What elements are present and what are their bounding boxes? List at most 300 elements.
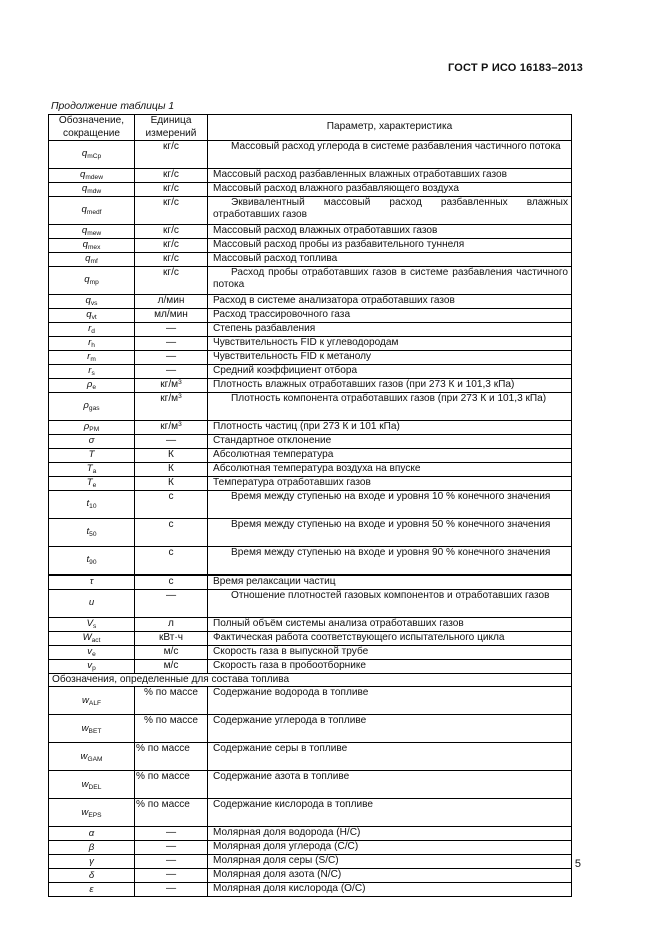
symbol-cell: [49, 477, 135, 491]
description-cell: [208, 323, 572, 337]
symbol-cell: [49, 183, 135, 197]
symbol-cell: [49, 253, 135, 267]
unit-text: с: [168, 519, 174, 530]
description-text: Расход в системе анализатора отработавших газов: [213, 295, 455, 306]
description-cell: [208, 491, 572, 519]
symbol-base: w: [80, 750, 88, 762]
unit-cell: [135, 295, 208, 309]
description-text: Чувствительность FID к углеводородам: [213, 337, 399, 348]
unit-cell: [135, 646, 208, 660]
description-cell: [208, 632, 572, 646]
symbol-subscript: mex: [87, 244, 101, 252]
symbol-subscript: GAM: [87, 755, 103, 763]
description-cell: [208, 267, 572, 295]
table-row: [49, 435, 572, 449]
unit-cell: [135, 323, 208, 337]
unit-text: —: [165, 883, 177, 895]
symbol-subscript: d: [91, 328, 95, 336]
unit-text: —: [165, 435, 177, 446]
symbol-cell: [49, 225, 135, 239]
symbol-base: r: [87, 351, 91, 363]
symbol-subscript: DEL: [88, 783, 102, 791]
symbol-base: α: [88, 827, 95, 839]
description-text: Средний коэффициент отбора: [213, 365, 358, 376]
description-text: Скорость газа в пробоотборнике: [213, 660, 367, 671]
symbol-subscript: h: [91, 342, 95, 350]
unit-cell: [135, 771, 208, 799]
description-cell: [208, 393, 572, 421]
unit-text: л: [168, 618, 174, 629]
unit-text: —: [165, 323, 177, 334]
description-cell: [208, 169, 572, 183]
symbols-table: [48, 114, 572, 897]
symbol-cell: [49, 687, 135, 715]
description-cell: [208, 547, 572, 576]
symbol-base: w: [81, 722, 89, 734]
unit-cell: [135, 309, 208, 323]
description-cell: [208, 590, 572, 618]
symbol-base: r: [88, 323, 92, 335]
unit-cell: [135, 660, 208, 674]
unit-text: К: [168, 477, 174, 488]
unit-superscript: 3: [178, 393, 182, 400]
description-cell: [208, 743, 572, 771]
unit-cell: [135, 253, 208, 267]
symbol-cell: [49, 309, 135, 323]
unit-text: м/с: [163, 646, 179, 657]
unit-cell: [135, 421, 208, 435]
unit-cell: [135, 337, 208, 351]
description-cell: [208, 827, 572, 841]
unit-cell: [135, 547, 208, 576]
symbol-cell: [49, 365, 135, 379]
symbol-cell: [49, 590, 135, 618]
symbol-cell: [49, 519, 135, 547]
symbol-subscript: BET: [88, 727, 102, 735]
symbol-base: q: [85, 253, 91, 265]
table-row: [49, 197, 572, 225]
description-text: Содержание азота в топливе: [213, 771, 350, 783]
table-row: [49, 632, 572, 646]
symbol-base: q: [81, 183, 88, 195]
unit-cell: [135, 351, 208, 365]
symbol-base: T: [88, 449, 95, 461]
symbol-base: ρ: [83, 421, 90, 433]
description-cell: [208, 463, 572, 477]
description-text: Массовый расход углерода в системе разбавления частичного потока: [231, 141, 561, 152]
unit-text: кг/с: [163, 267, 179, 278]
symbol-cell: [49, 421, 135, 435]
page-number: 5: [574, 858, 581, 870]
unit-text: кг/с: [163, 197, 179, 208]
symbol-cell: [49, 715, 135, 743]
symbol-base: r: [88, 365, 92, 377]
unit-text: кг/с: [163, 225, 179, 236]
symbol-base: ρ: [83, 400, 89, 412]
symbol-cell: [49, 323, 135, 337]
unit-text: с: [168, 491, 174, 502]
symbol-base: τ: [89, 576, 94, 588]
document-standard-header: ГОСТ Р ИСО 16183–2013: [447, 62, 583, 74]
symbol-subscript: 90: [89, 559, 97, 567]
description-text: Время между ступенью на входе и уровня 90 % конечного значения: [231, 547, 551, 558]
symbol-subscript: act: [91, 637, 101, 645]
symbol-cell: [49, 869, 135, 883]
table-row: [49, 799, 572, 827]
unit-text: кг/с: [163, 183, 179, 194]
unit-superscript: 3: [178, 379, 182, 386]
table-row: [49, 687, 572, 715]
unit-text: % по массе: [144, 687, 198, 699]
symbol-cell: [49, 435, 135, 449]
table-row: [49, 715, 572, 743]
description-text: Содержание водорода в топливе: [213, 687, 369, 699]
symbol-subscript: 50: [89, 531, 97, 539]
symbol-cell: [49, 267, 135, 295]
symbol-subscript: mdw: [87, 188, 102, 196]
table-row: [49, 463, 572, 477]
table-row: [49, 253, 572, 267]
symbol-cell: [49, 351, 135, 365]
description-text: Плотность влажных отработавших газов (при 273 К и 101,3 кПа): [213, 379, 515, 390]
symbol-subscript: gas: [88, 405, 100, 413]
unit-cell: [135, 141, 208, 169]
description-text: Содержание углерода в топливе: [213, 715, 367, 727]
symbol-base: w: [81, 778, 89, 790]
description-text: Абсолютная температура воздуха на впуске: [213, 463, 421, 474]
symbol-cell: [49, 169, 135, 183]
unit-cell: [135, 715, 208, 743]
symbol-subscript: 10: [89, 503, 97, 511]
unit-text: —: [165, 827, 177, 839]
description-cell: [208, 660, 572, 674]
description-text: Молярная доля углерода (C/C): [213, 841, 359, 853]
symbol-subscript: s: [91, 370, 95, 378]
description-cell: [208, 351, 572, 365]
symbol-cell: [49, 393, 135, 421]
description-text: Массовый расход пробы из разбавительного туннеля: [213, 239, 465, 250]
unit-text: % по массе: [136, 799, 190, 811]
symbol-cell: [49, 449, 135, 463]
description-text: Расход трассировочного газа: [213, 309, 351, 320]
description-cell: [208, 883, 572, 897]
symbol-cell: [49, 743, 135, 771]
description-cell: [208, 197, 572, 225]
symbol-subscript: ALF: [88, 699, 102, 707]
unit-cell: [135, 449, 208, 463]
unit-cell: [135, 491, 208, 519]
symbol-base: T: [86, 463, 93, 475]
table-row: [49, 771, 572, 799]
description-cell: [208, 421, 572, 435]
symbol-base: δ: [88, 869, 95, 881]
unit-text: кг/м: [160, 421, 179, 432]
unit-cell: [135, 632, 208, 646]
header-symbol: Обозначение, сокращение: [49, 115, 135, 141]
description-text: Молярная доля кислорода (O/C): [213, 883, 366, 895]
symbol-cell: [49, 646, 135, 660]
table-row: [49, 575, 572, 590]
description-cell: [208, 253, 572, 267]
symbol-subscript: p: [92, 665, 96, 673]
symbol-cell: [49, 660, 135, 674]
symbol-base: v: [87, 646, 93, 658]
symbol-base: β: [88, 841, 95, 853]
description-cell: [208, 519, 572, 547]
description-text: Плотность компонента отработавших газов (при 273 К и 101,3 кПа): [231, 393, 547, 404]
table-row: [49, 855, 572, 869]
symbol-subscript: e: [92, 384, 97, 392]
table-row: [49, 267, 572, 295]
symbol-cell: [49, 141, 135, 169]
symbol-base: u: [88, 597, 95, 609]
description-text: Расход пробы отработавших газов в системе разбавления частичного потока: [213, 267, 568, 291]
symbol-subscript: e: [92, 482, 97, 490]
section-row: [49, 674, 572, 687]
description-text: Эквивалентный массовый расход разбавленных влажных отработавших газов: [213, 197, 568, 221]
unit-cell: [135, 883, 208, 897]
symbol-cell: [49, 632, 135, 646]
symbol-subscript: mp: [89, 279, 99, 287]
table-row: [49, 646, 572, 660]
symbol-subscript: EPS: [88, 811, 102, 819]
symbol-base: q: [81, 225, 88, 237]
header-unit: Единица измерений: [135, 115, 208, 141]
symbol-base: q: [80, 169, 86, 181]
symbol-base: q: [81, 148, 88, 160]
unit-cell: [135, 827, 208, 841]
table-row: [49, 141, 572, 169]
symbol-base: q: [86, 309, 92, 321]
description-text: Молярная доля серы (S/C): [213, 855, 339, 867]
symbol-cell: [49, 771, 135, 799]
description-cell: [208, 771, 572, 799]
symbol-base: T: [86, 477, 93, 489]
table-row: [49, 225, 572, 239]
unit-cell: [135, 379, 208, 393]
unit-text: кг/с: [163, 141, 179, 152]
symbol-base: q: [85, 295, 91, 307]
unit-text: % по массе: [136, 743, 190, 755]
symbol-subscript: mew: [87, 230, 102, 238]
unit-text: —: [165, 855, 177, 867]
unit-text: кг/м: [160, 393, 179, 404]
unit-cell: [135, 519, 208, 547]
table-row: [49, 421, 572, 435]
description-cell: [208, 646, 572, 660]
symbol-cell: [49, 827, 135, 841]
table-row: [49, 660, 572, 674]
symbol-base: q: [81, 204, 87, 216]
table-row: [49, 337, 572, 351]
symbol-subscript: s: [93, 623, 97, 631]
symbol-subscript: PM: [89, 426, 100, 434]
description-text: Стандартное отклонение: [213, 435, 332, 446]
description-cell: [208, 379, 572, 393]
symbol-base: w: [81, 806, 89, 818]
unit-text: % по массе: [136, 771, 190, 783]
description-cell: [208, 337, 572, 351]
table-header-row: [49, 115, 572, 141]
description-cell: [208, 183, 572, 197]
description-cell: [208, 618, 572, 632]
unit-text: —: [165, 365, 177, 376]
description-cell: [208, 141, 572, 169]
unit-text: —: [165, 869, 177, 881]
unit-text: —: [165, 337, 177, 348]
unit-text: —: [165, 841, 177, 853]
symbol-cell: [49, 379, 135, 393]
symbol-cell: [49, 239, 135, 253]
symbol-base: q: [84, 274, 90, 286]
table-row: [49, 883, 572, 897]
symbol-subscript: m: [90, 356, 96, 364]
unit-text: с: [168, 576, 174, 587]
unit-text: —: [165, 590, 177, 601]
table-row: [49, 379, 572, 393]
unit-text: кг/с: [163, 239, 179, 250]
symbol-cell: [49, 575, 135, 590]
unit-cell: [135, 463, 208, 477]
symbol-cell: [49, 855, 135, 869]
description-cell: [208, 239, 572, 253]
symbol-base: σ: [88, 435, 95, 447]
table-row: [49, 519, 572, 547]
table-row: [49, 239, 572, 253]
unit-cell: [135, 618, 208, 632]
table-row: [49, 869, 572, 883]
unit-text: кг/с: [163, 253, 179, 264]
unit-superscript: 3: [178, 421, 182, 428]
symbol-subscript: medf: [86, 209, 102, 217]
symbol-cell: [49, 841, 135, 855]
description-text: Полный объём системы анализа отработавших газов: [213, 618, 464, 629]
unit-text: —: [165, 351, 177, 362]
symbol-cell: [49, 547, 135, 576]
unit-cell: [135, 743, 208, 771]
unit-text: К: [168, 463, 174, 474]
unit-text: с: [168, 547, 174, 558]
unit-cell: [135, 365, 208, 379]
table-row: [49, 827, 572, 841]
description-text: Содержание серы в топливе: [213, 743, 348, 755]
unit-text: м/с: [163, 660, 179, 671]
description-cell: [208, 309, 572, 323]
symbol-subscript: vs: [90, 300, 98, 308]
table-row: [49, 590, 572, 618]
unit-text: мл/мин: [154, 309, 188, 320]
description-cell: [208, 855, 572, 869]
description-cell: [208, 687, 572, 715]
description-text: Время между ступенью на входе и уровня 50 % конечного значения: [231, 519, 551, 530]
unit-text: % по массе: [144, 715, 198, 727]
symbol-base: V: [86, 618, 94, 630]
table-row: [49, 743, 572, 771]
unit-cell: [135, 393, 208, 421]
unit-text: кВт·ч: [158, 632, 184, 643]
table-row: [49, 169, 572, 183]
unit-cell: [135, 590, 208, 618]
symbol-subscript: mdew: [85, 174, 103, 182]
table-row: [49, 491, 572, 519]
description-cell: [208, 799, 572, 827]
symbol-cell: [49, 618, 135, 632]
unit-cell: [135, 435, 208, 449]
description-cell: [208, 295, 572, 309]
symbol-base: ρ: [86, 379, 93, 391]
unit-cell: [135, 575, 208, 590]
description-text: Массовый расход топлива: [213, 253, 338, 264]
table-row: [49, 841, 572, 855]
description-text: Время релаксации частиц: [213, 576, 336, 587]
description-text: Абсолютная температура: [213, 449, 334, 460]
description-cell: [208, 841, 572, 855]
unit-cell: [135, 855, 208, 869]
symbol-base: v: [87, 660, 93, 672]
table-row: [49, 323, 572, 337]
description-cell: [208, 715, 572, 743]
symbol-cell: [49, 491, 135, 519]
unit-cell: [135, 799, 208, 827]
symbol-base: t: [86, 498, 90, 510]
description-text: Чувствительность FID к метанолу: [213, 351, 372, 362]
symbol-cell: [49, 295, 135, 309]
unit-cell: [135, 239, 208, 253]
table-row: [49, 295, 572, 309]
description-text: Массовый расход разбавленных влажных отработавших газов: [213, 169, 507, 180]
symbol-cell: [49, 197, 135, 225]
symbol-subscript: e: [92, 651, 96, 659]
description-text: Массовый расход влажного разбавляющего воздуха: [213, 183, 459, 194]
table-row: [49, 351, 572, 365]
description-text: Содержание кислорода в топливе: [213, 799, 373, 811]
description-text: Фактическая работа соответствующего испытательного цикла: [213, 632, 505, 643]
table-row: [49, 547, 572, 576]
symbol-subscript: mCp: [87, 153, 102, 161]
table-row: [49, 477, 572, 491]
description-text: Плотность частиц (при 273 К и 101 кПа): [213, 421, 400, 432]
description-text: Молярная доля азота (N/C): [213, 869, 342, 881]
symbol-base: W: [82, 632, 92, 644]
unit-cell: [135, 183, 208, 197]
unit-text: кг/с: [163, 169, 179, 180]
description-cell: [208, 575, 572, 590]
section-title: Обозначения, определенные для состава топлива: [49, 674, 572, 687]
symbol-subscript: mf: [90, 258, 98, 266]
table-row: [49, 183, 572, 197]
symbol-base: ε: [89, 883, 94, 895]
symbol-subscript: vt: [91, 314, 97, 322]
description-text: Отношение плотностей газовых компонентов и отработавших газов: [231, 590, 550, 601]
unit-cell: [135, 169, 208, 183]
table-row: [49, 393, 572, 421]
description-cell: [208, 365, 572, 379]
description-text: Скорость газа в выпускной трубе: [213, 646, 369, 657]
unit-text: л/мин: [157, 295, 185, 306]
description-cell: [208, 225, 572, 239]
symbol-base: q: [82, 239, 88, 251]
table-row: [49, 449, 572, 463]
symbol-subscript: a: [92, 468, 97, 476]
description-cell: [208, 449, 572, 463]
table-row: [49, 618, 572, 632]
unit-cell: [135, 477, 208, 491]
description-cell: [208, 435, 572, 449]
table-row: [49, 365, 572, 379]
symbol-base: t: [86, 526, 90, 538]
unit-cell: [135, 687, 208, 715]
unit-cell: [135, 197, 208, 225]
